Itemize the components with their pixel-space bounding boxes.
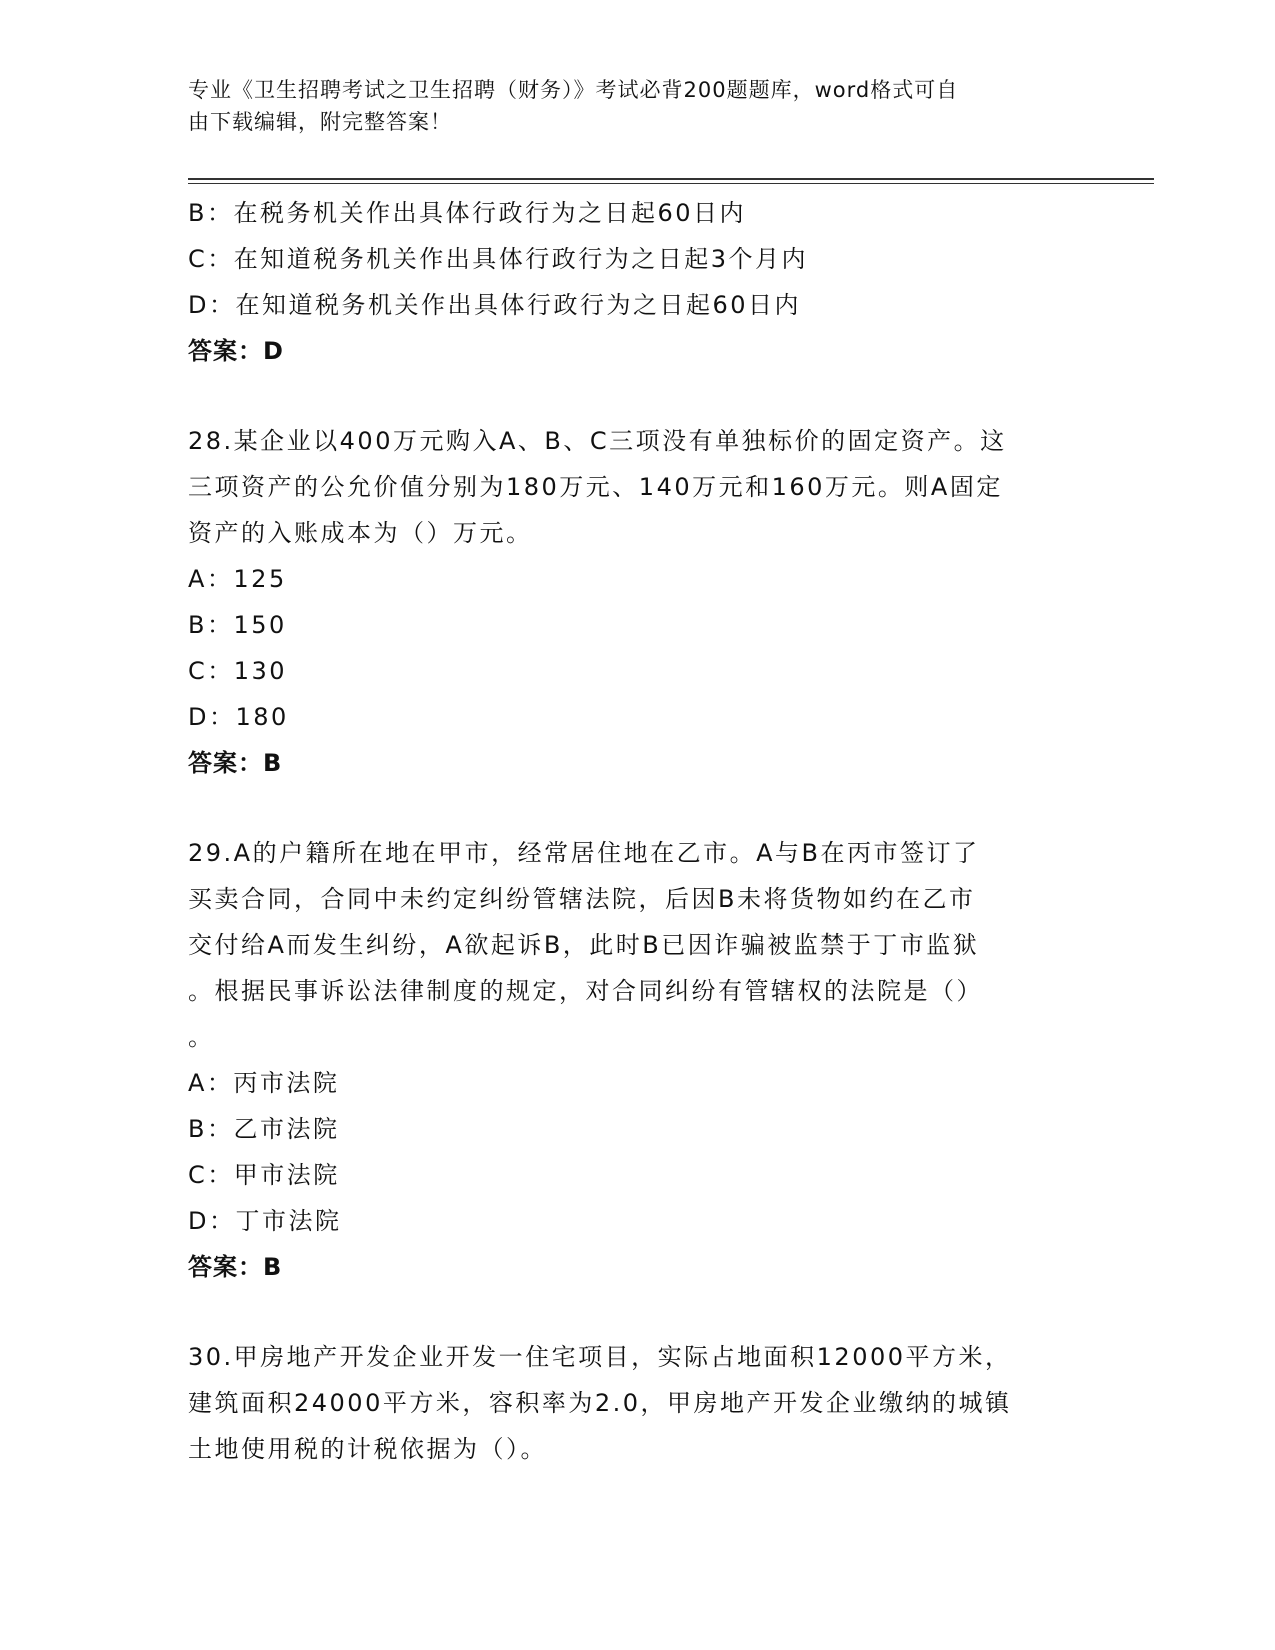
- question-28: [188, 418, 1088, 786]
- question-text-line: 买卖合同，合同中未约定纠纷管辖法院，后因B未将货物如约在乙市: [188, 885, 976, 913]
- document-header: [188, 74, 1088, 138]
- header-line-1: 专业《卫生招聘考试之卫生招聘（财务）》考试必背200题题库，word格式可自: [188, 78, 959, 102]
- question-27-tail: [188, 190, 1088, 374]
- question-text-line: 土地使用税的计税依据为（）。: [188, 1435, 547, 1463]
- question-text-line: 30.甲房地产开发企业开发一住宅项目，实际占地面积12000平方米，: [188, 1343, 1012, 1371]
- option-c: C：甲市法院: [188, 1161, 340, 1189]
- option-b: B：乙市法院: [188, 1115, 340, 1143]
- document-body: [188, 190, 1088, 1472]
- answer: 答案：B: [188, 749, 283, 777]
- header-line-2: 由下载编辑，附完整答案！: [188, 110, 452, 134]
- question-text-line: 建筑面积24000平方米，容积率为2.0，甲房地产开发企业缴纳的城镇: [188, 1389, 1012, 1417]
- option-d: D：在知道税务机关作出具体行政行为之日起60日内: [188, 291, 802, 319]
- answer: 答案：B: [188, 1253, 283, 1281]
- question-text-line: 29.A的户籍所在地在甲市，经常居住地在乙市。A与B在丙市签订了: [188, 839, 980, 867]
- question-text-line: 三项资产的公允价值分别为180万元、140万元和160万元。则A固定: [188, 473, 1003, 501]
- header-rule-thin: [188, 183, 1154, 184]
- option-b: B：150: [188, 611, 287, 639]
- answer: 答案：D: [188, 337, 284, 365]
- option-a: A：丙市法院: [188, 1069, 340, 1097]
- question-29: [188, 830, 1088, 1290]
- question-text-line: 28.某企业以400万元购入A、B、C三项没有单独标价的固定资产。这: [188, 427, 1007, 455]
- option-a: A：125: [188, 565, 287, 593]
- option-d: D：丁市法院: [188, 1207, 342, 1235]
- question-text-line: 。根据民事诉讼法律制度的规定，对合同纠纷有管辖权的法院是（）: [188, 977, 983, 1005]
- option-c: C：130: [188, 657, 288, 685]
- header-rule-thick: [188, 178, 1154, 180]
- question-text-line: 资产的入账成本为（）万元。: [188, 519, 533, 547]
- question-text-line: 。: [188, 1023, 215, 1051]
- option-b: B：在税务机关作出具体行政行为之日起60日内: [188, 199, 747, 227]
- question-text-line: 交付给A而发生纠纷，A欲起诉B，此时B已因诈骗被监禁于丁市监狱: [188, 931, 980, 959]
- question-30: [188, 1334, 1088, 1472]
- option-d: D：180: [188, 703, 289, 731]
- option-c: C：在知道税务机关作出具体行政行为之日起3个月内: [188, 245, 809, 273]
